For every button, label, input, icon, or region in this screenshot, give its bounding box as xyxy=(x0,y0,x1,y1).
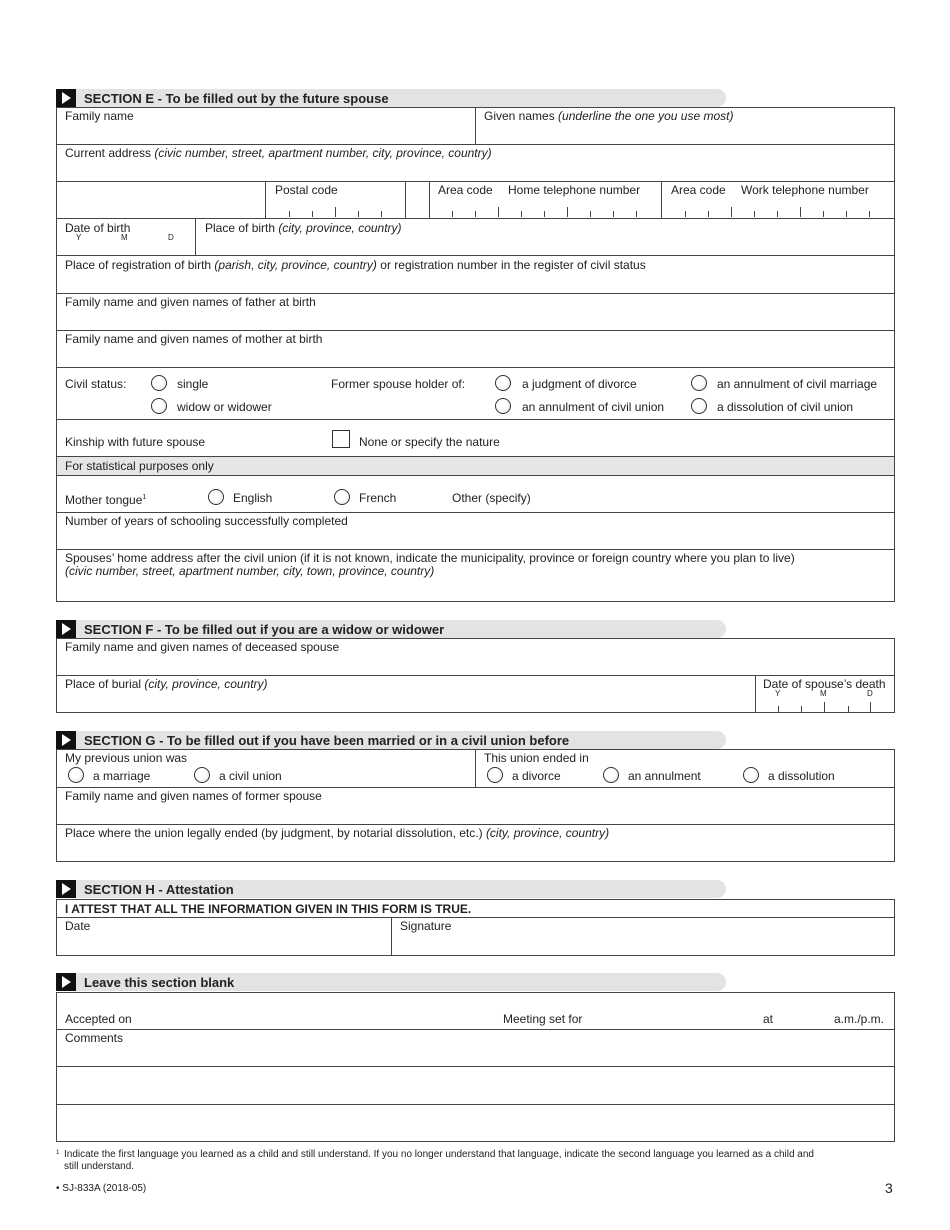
address-continued-field[interactable] xyxy=(57,182,264,217)
section-g-title: SECTION G - To be filled out if you have been married or in a civil union before xyxy=(84,733,570,748)
judgment-divorce-radio[interactable] xyxy=(495,375,511,391)
death-date-field[interactable] xyxy=(756,698,894,712)
accepted-on-label: Accepted on xyxy=(65,1012,132,1026)
statistical-label: For statistical purposes only xyxy=(65,459,214,473)
civil-union-radio[interactable] xyxy=(194,767,210,783)
none-checkbox[interactable] xyxy=(332,430,350,448)
dissolution-label: a dissolution xyxy=(768,769,835,783)
form-code: • SJ-833A (2018-05) xyxy=(56,1183,147,1194)
former-spouse-label: Former spouse holder of: xyxy=(331,377,466,391)
home-phone-field[interactable] xyxy=(430,196,660,217)
home-address-hint: (civic number, street, apartment number, city, town, province, country) xyxy=(65,564,435,578)
annulment-civil-marriage-radio[interactable] xyxy=(691,375,707,391)
marriage-label: a marriage xyxy=(93,769,151,783)
registration-label: Place of registration of birth (parish, city, province, country) or registration number in the register of civil status xyxy=(65,258,646,272)
deceased-field[interactable] xyxy=(57,654,894,674)
postal-code-label: Postal code xyxy=(275,183,338,197)
english-label: English xyxy=(233,491,273,505)
given-names-field[interactable] xyxy=(476,109,894,143)
family-name-label: Family name xyxy=(65,109,134,123)
current-address-field[interactable] xyxy=(57,160,894,180)
single-label: single xyxy=(177,377,209,391)
annulment-civil-union-label: an annulment of civil union xyxy=(522,400,665,414)
attest-date-field[interactable] xyxy=(57,933,390,955)
marriage-radio[interactable] xyxy=(68,767,84,783)
attest-text: I ATTEST THAT ALL THE INFORMATION GIVEN IN THIS FORM IS TRUE. xyxy=(65,902,472,916)
page-number: 3 xyxy=(885,1180,893,1196)
french-radio[interactable] xyxy=(334,489,350,505)
annulment-label: an annulment xyxy=(628,769,701,783)
meeting-label: Meeting set for xyxy=(503,1012,583,1026)
home-address-field[interactable] xyxy=(57,579,894,601)
dob-year-label: Y xyxy=(76,233,82,242)
dissolution-civil-union-label: a dissolution of civil union xyxy=(717,400,854,414)
area-code-label-work: Area code xyxy=(671,183,726,197)
other-label: Other (specify) xyxy=(452,491,531,505)
date-of-birth-field[interactable] xyxy=(57,242,194,254)
schooling-label: Number of years of schooling successfully completed xyxy=(65,514,348,528)
burial-field[interactable] xyxy=(57,691,754,712)
home-address-label: Spouses’ home address after the civil union (if it is not known, indicate the municipality, province or foreign country where you plan to live) xyxy=(65,551,795,565)
section-h-title: SECTION H - Attestation xyxy=(84,882,234,897)
section-g-header xyxy=(56,731,726,749)
previous-union-label: My previous union was xyxy=(65,751,188,765)
mother-label: Family name and given names of mother at birth xyxy=(65,332,323,346)
place-of-birth-label: Place of birth (city, province, country) xyxy=(205,221,402,235)
other-language-field[interactable] xyxy=(540,478,894,510)
family-name-field[interactable] xyxy=(57,124,474,143)
french-label: French xyxy=(359,491,397,505)
kinship-label: Kinship with future spouse xyxy=(65,435,206,449)
arrow-icon xyxy=(56,880,76,898)
blank-section-header xyxy=(56,973,726,991)
schooling-field[interactable] xyxy=(57,528,894,548)
death-date-label: Date of spouse’s death xyxy=(763,677,886,691)
annulment-radio[interactable] xyxy=(603,767,619,783)
english-radio[interactable] xyxy=(208,489,224,505)
comments-label: Comments xyxy=(65,1031,124,1045)
father-label: Family name and given names of father at birth xyxy=(65,295,316,309)
comments-field[interactable] xyxy=(57,1045,894,1141)
work-phone-field[interactable] xyxy=(662,196,894,217)
death-year-label: Y xyxy=(775,689,781,698)
death-day-label: D xyxy=(867,689,873,698)
registration-field[interactable] xyxy=(57,272,894,292)
postal-code-field[interactable] xyxy=(266,196,404,217)
father-field[interactable] xyxy=(57,309,894,329)
single-radio[interactable] xyxy=(151,375,167,391)
dissolution-radio[interactable] xyxy=(743,767,759,783)
deceased-label: Family name and given names of deceased spouse xyxy=(65,640,340,654)
mother-field[interactable] xyxy=(57,346,894,366)
civil-status-label: Civil status: xyxy=(65,377,127,391)
ampm-label: a.m./p.m. xyxy=(834,1012,885,1026)
at-label: at xyxy=(763,1012,774,1026)
mother-tongue-label: Mother tongue$^1$ xyxy=(65,493,147,507)
widow-label: widow or widower xyxy=(177,400,272,414)
annulment-civil-marriage-label: an annulment of civil marriage xyxy=(717,377,878,391)
section-f-header xyxy=(56,620,726,638)
former-spouse-field[interactable] xyxy=(57,803,894,823)
arrow-icon xyxy=(56,89,76,107)
kinship-nature-field[interactable] xyxy=(520,422,894,454)
none-specify-label: None or specify the nature xyxy=(359,435,500,449)
signature-label: Signature xyxy=(400,919,452,933)
section-h-header xyxy=(56,880,726,898)
blank-section-title: Leave this section blank xyxy=(84,975,235,990)
work-phone-label: Work telephone number xyxy=(741,183,869,197)
footnote: 1 Indicate the first language you learned as a child and still understand. If you no longer understand that language, indicate the second language you learned as a child and still understand. xyxy=(56,1149,814,1172)
divorce-radio[interactable] xyxy=(487,767,503,783)
civil-union-label: a civil union xyxy=(219,769,282,783)
place-ended-field[interactable] xyxy=(57,840,894,861)
arrow-icon xyxy=(56,620,76,638)
judgment-divorce-label: a judgment of divorce xyxy=(522,377,637,391)
divorce-label: a divorce xyxy=(512,769,561,783)
death-month-label: M xyxy=(820,689,827,698)
given-names-label: Given names (underline the one you use most) xyxy=(484,109,734,123)
section-e-header xyxy=(56,89,726,107)
home-phone-label: Home telephone number xyxy=(508,183,641,197)
dob-month-label: M xyxy=(121,233,128,242)
attest-date-label: Date xyxy=(65,919,91,933)
annulment-civil-union-radio[interactable] xyxy=(495,398,511,414)
widow-radio[interactable] xyxy=(151,398,167,414)
date-of-birth-label: Date of birth xyxy=(65,221,131,235)
arrow-icon xyxy=(56,731,76,749)
current-address-label: Current address (civic number, street, apartment number, city, province, country) xyxy=(65,146,492,160)
signature-field[interactable] xyxy=(392,933,894,955)
ended-in-label: This union ended in xyxy=(484,751,589,765)
area-code-label-home: Area code xyxy=(438,183,493,197)
former-spouse-name-label: Family name and given names of former spouse xyxy=(65,789,322,803)
place-ended-label: Place where the union legally ended (by judgment, by notarial dissolution, etc.) (city, province, country) xyxy=(65,826,610,840)
dob-day-label: D xyxy=(168,233,174,242)
dissolution-civil-union-radio[interactable] xyxy=(691,398,707,414)
section-e-title: SECTION E - To be filled out by the future spouse xyxy=(84,91,389,106)
burial-label: Place of burial (city, province, country) xyxy=(65,677,268,691)
place-of-birth-field[interactable] xyxy=(196,236,894,254)
arrow-icon xyxy=(56,973,76,991)
section-f-title: SECTION F - To be filled out if you are a widow or widower xyxy=(84,622,445,637)
